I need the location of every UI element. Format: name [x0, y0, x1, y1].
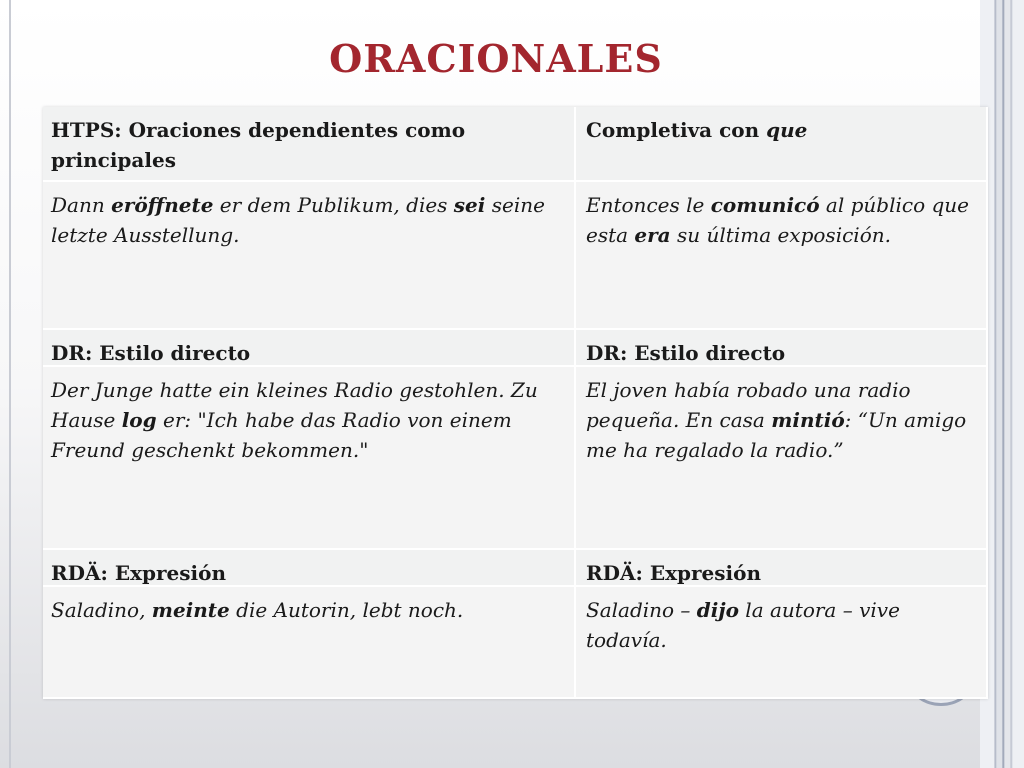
cell-bold: mintió	[771, 408, 845, 432]
cell-text: : “Un amigo me ha regalado la radio.”	[586, 408, 967, 462]
table-header-cell	[43, 107, 576, 182]
cell-text: RDÄ: Expresión	[586, 561, 761, 585]
cell-bold: meinte	[151, 598, 230, 622]
cell-text: RDÄ: Expresión	[51, 561, 226, 585]
table-example-cell	[43, 182, 576, 330]
cell-bold: era	[634, 223, 671, 247]
cell-text: er dem Publikum, dies	[213, 193, 454, 217]
comparison-table	[43, 107, 988, 699]
table-example-cell	[576, 182, 988, 330]
table-header-cell	[576, 107, 988, 182]
cell-bold: eröffnete	[111, 193, 214, 217]
cell-text: Entonces le	[586, 193, 711, 217]
table-header-cell	[576, 550, 988, 587]
cell-text: er: "Ich habe das Radio von einem Freund geschenkt bekommen."	[51, 408, 512, 462]
cell-text: Saladino,	[51, 598, 152, 622]
cell-text: su última exposición.	[670, 223, 891, 247]
cell-text: la autora – vive todavía.	[586, 598, 900, 652]
cell-text: Der Junge hatte ein kleines Radio gestohlen. Zu Hause	[51, 378, 538, 432]
slide-title: ORACIONALES	[329, 36, 663, 81]
table-header-cell	[43, 330, 576, 367]
cell-text: Dann	[51, 193, 112, 217]
table-example-cell	[576, 587, 988, 699]
table-header-cell	[43, 550, 576, 587]
cell-text: El joven había robado una radio pequeña. En casa	[586, 378, 911, 432]
left-decorative-line	[9, 0, 11, 768]
cell-bold: comunicó	[710, 193, 820, 217]
table-example-cell	[43, 367, 576, 550]
cell-text: Completiva con	[586, 118, 767, 142]
cell-text: Saladino –	[586, 598, 697, 622]
table-example-cell	[576, 367, 988, 550]
cell-bold: dijo	[696, 598, 739, 622]
cell-text: DR: Estilo directo	[586, 341, 786, 365]
cell-bold: sei	[453, 193, 486, 217]
cell-text: die Autorin, lebt noch.	[229, 598, 464, 622]
cell-text: al público que esta	[586, 193, 970, 247]
table-example-cell	[43, 587, 576, 699]
cell-text: DR: Estilo directo	[51, 341, 251, 365]
cell-text: HTPS: Oraciones dependientes como principales	[51, 118, 466, 172]
cell-emphasis: que	[766, 118, 808, 142]
cell-bold: log	[121, 408, 157, 432]
cell-text: seine letzte Ausstellung.	[51, 193, 545, 247]
table-header-cell	[576, 330, 988, 367]
